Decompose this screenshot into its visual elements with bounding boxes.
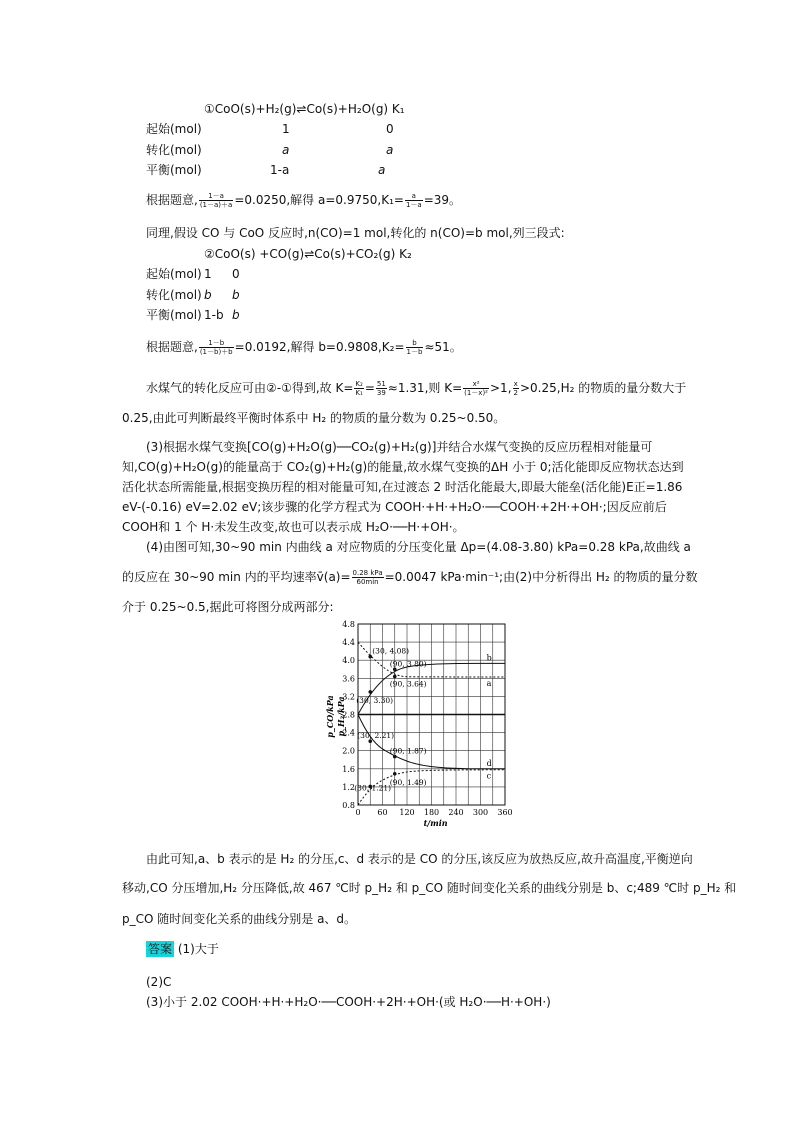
eq2-cell: 1 — [204, 267, 212, 281]
data-point — [393, 772, 397, 776]
y-tick-label: 1.6 — [342, 764, 355, 774]
series-label-c: c — [486, 771, 492, 781]
eq2-row-label: 起始(mol) — [146, 267, 202, 281]
answer-badge: 答案 — [148, 942, 173, 956]
x-axis-label: t/min — [423, 818, 448, 828]
p5-line-2: 移动,CO 分压增加,H₂ 分压降低,故 467 ℃时 p_H₂ 和 p_CO 随时间变化关系的曲线分别是 b、c;489 ℃时 p_H₂ 和 — [122, 881, 737, 895]
data-point-label: (90, 3.64) — [389, 679, 427, 689]
eq1-cell: a — [282, 143, 290, 157]
y-tick-label: 2.8 — [342, 710, 355, 720]
series-label-a: a — [486, 678, 492, 688]
eq2-cell: b — [232, 288, 240, 302]
x-tick-label: 240 — [448, 808, 464, 817]
eq1-row-label: 转化(mol) — [146, 143, 202, 157]
y-tick-label: 0.8 — [342, 801, 355, 810]
x-tick-label: 300 — [472, 808, 489, 817]
watergas-line-2: 0.25,由此可判断最终平衡时体系中 H₂ 的物质的量分数为 0.25~0.50。 — [122, 411, 506, 425]
answer-line-3: (3)小于 2.02 COOH·+H·+H₂O·──COOH·+2H·+OH·(或 H₂O·──H·+OH·) — [146, 995, 551, 1009]
y-tick-label: 4.4 — [342, 638, 355, 648]
data-point-label: (30, 2.21) — [357, 731, 395, 741]
watergas-line-1: 水煤气的转化反应可由②-①得到,故 K= $\frac{\text{K₂}}{\text{K₁}}$ = $\frac{51}{39}$ ≈1.31,则 K= $\frac{\text{x²}}{\text{(1－x)²}}$ >1, $\frac{x}{2}$ >0.25,H₂ 的物质的量分数大于 — [146, 380, 687, 397]
data-point-label: (30, 4.08) — [372, 646, 410, 656]
p3-line: COOH和 1 个 H·未发生改变,故也可以表示成 H₂O·──H·+OH·。 — [122, 520, 465, 534]
y-tick-label: 2.0 — [342, 746, 355, 756]
y-tick-label: 4.8 — [342, 620, 355, 629]
p3-line: (3)根据水煤气变换[CO(g)+H₂O(g)──CO₂(g)+H₂(g)]并结合水煤气变换的反应历程相对能量可 — [146, 440, 653, 454]
y-tick-label: 3.6 — [342, 674, 355, 684]
series-label-d: d — [486, 758, 492, 768]
data-point — [393, 675, 397, 679]
y-tick-label: 4.0 — [342, 656, 355, 666]
data-point-label: (90, 1.49) — [389, 777, 427, 787]
data-point-label: (30, 3.30) — [356, 695, 394, 705]
eq1-cell: 1 — [282, 122, 290, 136]
x-tick-label: 120 — [399, 808, 415, 817]
fraction-x-over-2: $\frac{x}{2}$ — [513, 380, 518, 397]
p4-line-3: 介于 0.25~0.5,据此可将图分成两部分: — [122, 600, 334, 614]
y-tick-label: 3.2 — [342, 692, 355, 702]
eq2-cell: b — [204, 288, 212, 302]
eq2-row-label: 转化(mol) — [146, 288, 202, 302]
y-tick-label: 2.4 — [342, 728, 355, 738]
eq2-row-label: 平衡(mol) — [146, 308, 202, 322]
data-point-label: (90, 3.80) — [389, 659, 427, 669]
x-tick-label: 60 — [377, 808, 388, 817]
eq2-cell: b — [232, 308, 240, 322]
eq1-cell: 1-a — [270, 163, 290, 177]
eq1-row-label: 起始(mol) — [146, 122, 202, 136]
x-tick-label: 0 — [355, 808, 361, 817]
eq1-row-label: 平衡(mol) — [146, 163, 202, 177]
eq1-cell: 0 — [386, 122, 394, 136]
answer-line-1: 答案 (1)大于 — [148, 942, 219, 956]
data-point — [368, 690, 372, 694]
p3-line: 活化状态所需能量,根据变换历程的相对能量可知,在过渡态 2 时活化能最大,即最大能垒(活化能)E正=1.86 — [122, 480, 683, 494]
eq1-result: 根据题意, $\frac{1-a}{(1-a)+a}$ =0.0250,解得 a=0.9750,K₁= $\frac{a}{1-a}$ =39。 — [146, 192, 462, 209]
p4-line-1: (4)由图可知,30~90 min 内曲线 a 对应物质的分压变化量 Δp=(4.08-3.80) kPa=0.28 kPa,故曲线 a — [146, 540, 691, 554]
series-label-b: b — [486, 653, 492, 663]
y-tick-label: 1.2 — [342, 782, 355, 792]
eq2-cell: 0 — [232, 267, 240, 281]
p5-line-3: p_CO 随时间变化关系的曲线分别是 a、d。 — [122, 912, 357, 926]
eq1-cell: a — [386, 143, 394, 157]
p3-line: eV-(-0.16) eV=2.02 eV;该步骤的化学方程式为 COOH·+H·+H₂O·──COOH·+2H·+OH·;因反应前后 — [122, 500, 667, 514]
p3-line: 知,CO(g)+H₂O(g)的能量高于 CO₂(g)+H₂(g)的能量,故水煤气变换的ΔH 小于 0;活化能即反应物状态达到 — [122, 460, 684, 474]
y-axis-label-co: p_CO/kPa — [325, 695, 335, 738]
x-tick-label: 180 — [423, 808, 440, 817]
eq1-cell: a — [378, 163, 386, 177]
eq2-cell: 1-b — [204, 308, 224, 322]
eq1-header: ①CoO(s)+H₂(g)⇌Co(s)+H₂O(g) K₁ — [204, 102, 405, 116]
answer-line-2: (2)C — [146, 975, 172, 989]
pressure-time-chart — [322, 617, 517, 842]
data-point-label: (90, 1.87) — [389, 746, 427, 756]
intro-2: 同理,假设 CO 与 CoO 反应时,n(CO)=1 mol,转化的 n(CO)=b mol,列三段式: — [146, 226, 565, 240]
y-axis-label-h2: p_H₂/kPa — [336, 696, 346, 737]
x-tick-label: 360 — [497, 808, 513, 817]
p5-line-1: 由此可知,a、b 表示的是 H₂ 的分压,c、d 表示的是 CO 的分压,该反应为放热反应,故升高温度,平衡逆向 — [146, 852, 693, 866]
p4-line-2: 的反应在 30~90 min 内的平均速率v̄(a)= $\frac{\text{0.28 kPa}}{60\min}$ =0.0047 kPa·min⁻¹;由(2)中分析得出 H₂ 的物质的量分数 — [122, 569, 698, 586]
eq2-result: 根据题意, $\frac{1-b}{(1-b)+b}$ =0.0192,解得 b=0.9808,K₂= $\frac{b}{1-b}$ ≈51。 — [146, 339, 462, 356]
eq2-header: ②CoO(s) +CO(g)⇌Co(s)+CO₂(g) K₂ — [204, 247, 412, 261]
data-point-label: (30, 1.21) — [354, 783, 392, 793]
